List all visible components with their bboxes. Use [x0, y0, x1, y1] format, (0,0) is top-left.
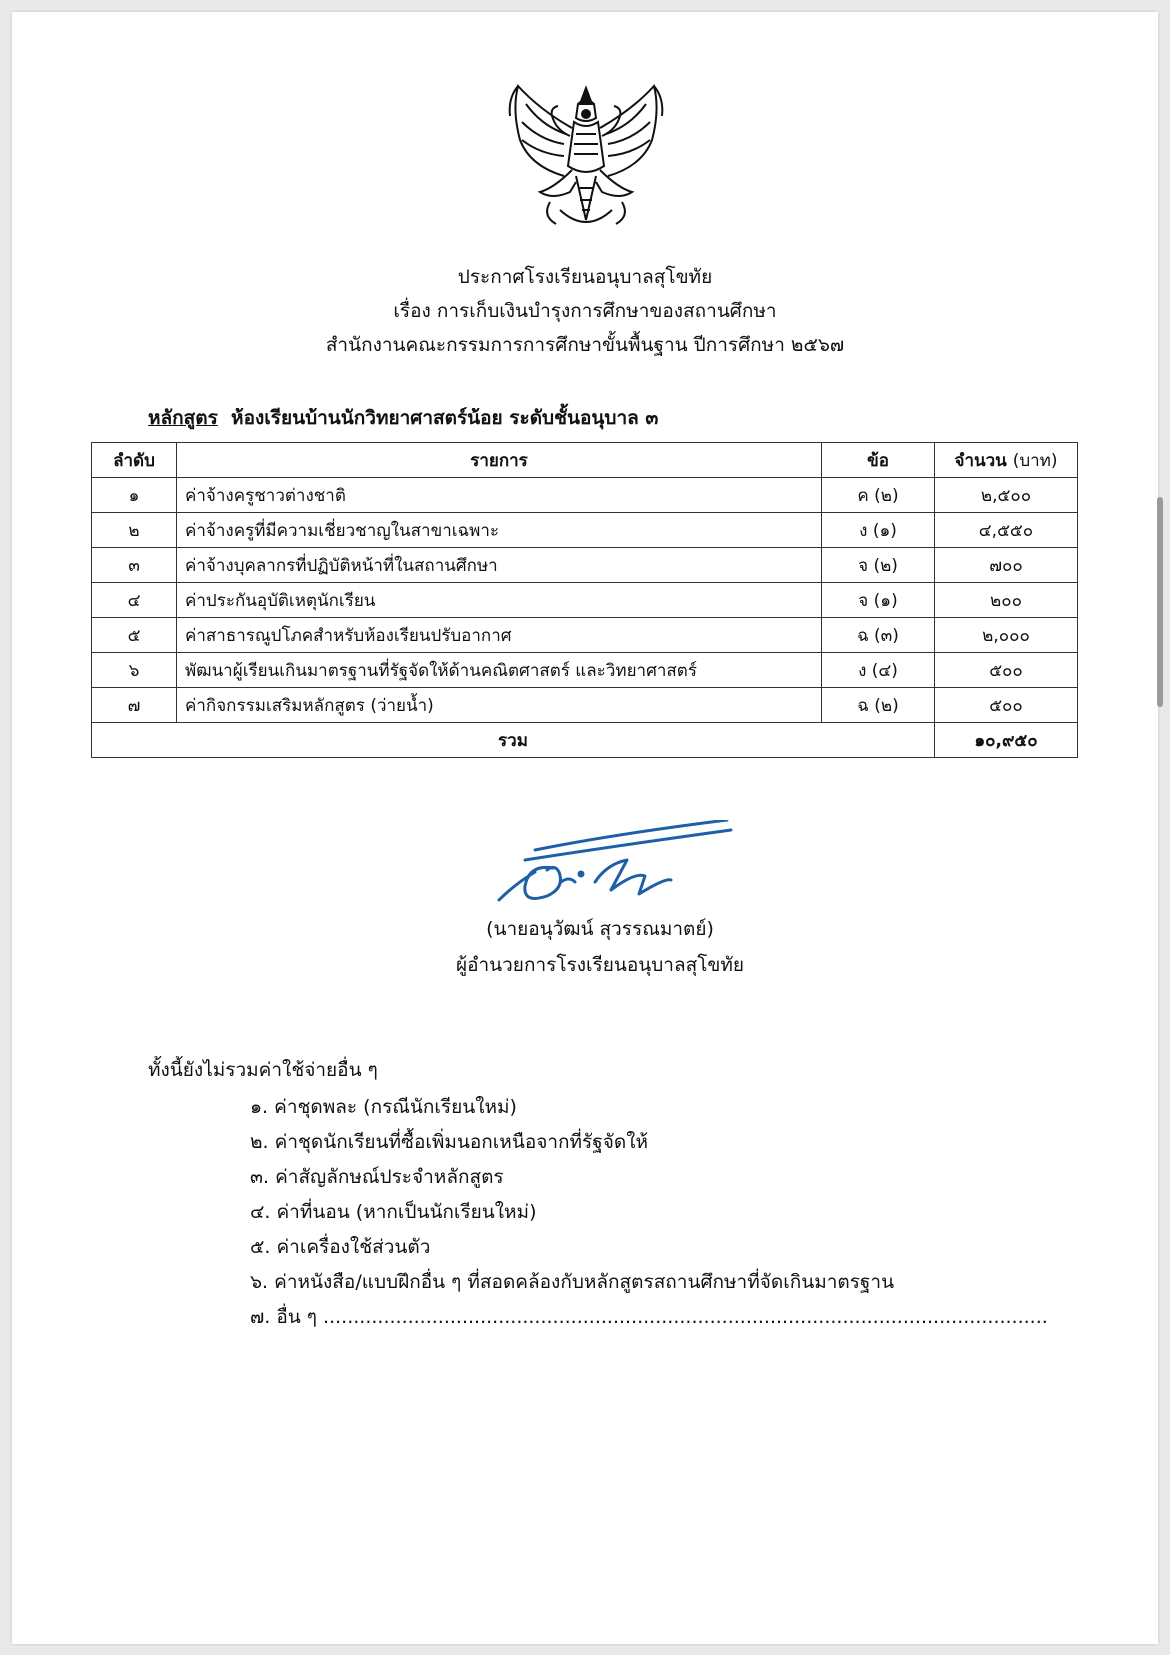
- row-no: ๗: [92, 688, 177, 723]
- row-clause: จ (๑): [822, 583, 935, 618]
- header-amount-label: จำนวน: [954, 450, 1007, 471]
- list-item: ๔. ค่าที่นอน (หากเป็นนักเรียนใหม่): [250, 1201, 537, 1223]
- row-no: ๑: [92, 478, 177, 513]
- row-item: ค่าประกันอุบัติเหตุนักเรียน: [177, 583, 822, 618]
- list-item: ๒. ค่าชุดนักเรียนที่ซื้อเพิ่มนอกเหนือจากที่รัฐจัดให้: [250, 1131, 649, 1153]
- row-amount: ๒,๕๐๐: [935, 478, 1078, 513]
- row-clause: ค (๒): [822, 478, 935, 513]
- table-row: [92, 653, 1078, 688]
- announcement-title: ประกาศโรงเรียนอนุบาลสุโขทัย: [457, 266, 713, 288]
- table-total-row: [92, 723, 1078, 758]
- table-row: [92, 618, 1078, 653]
- row-item: ค่าสาธารณูปโภคสำหรับห้องเรียนปรับอากาศ: [177, 618, 822, 653]
- row-amount: ๔,๕๕๐: [935, 513, 1078, 548]
- list-item: ๕. ค่าเครื่องใช้ส่วนตัว: [250, 1236, 431, 1258]
- row-amount: ๕๐๐: [935, 688, 1078, 723]
- header-clause: ข้อ: [822, 443, 935, 478]
- row-clause: ง (๑): [822, 513, 935, 548]
- row-item: ค่าจ้างครูชาวต่างชาติ: [177, 478, 822, 513]
- course-value: ห้องเรียนบ้านนักวิทยาศาสตร์น้อย ระดับชั้นอนุบาล ๓: [231, 407, 659, 429]
- notes-intro: ทั้งนี้ยังไม่รวมค่าใช้จ่ายอื่น ๆ: [148, 1059, 378, 1081]
- row-clause: ฉ (๒): [822, 688, 935, 723]
- table-header-row: [92, 443, 1078, 478]
- row-no: ๒: [92, 513, 177, 548]
- table-row: [92, 478, 1078, 513]
- header-amount: [935, 443, 1078, 478]
- table-row: [92, 513, 1078, 548]
- row-amount: ๗๐๐: [935, 548, 1078, 583]
- row-no: ๖: [92, 653, 177, 688]
- row-clause: จ (๒): [822, 548, 935, 583]
- course-line: [148, 403, 658, 433]
- row-clause: ง (๔): [822, 653, 935, 688]
- row-amount: ๒,๐๐๐: [935, 618, 1078, 653]
- signature-image: [495, 820, 735, 910]
- garuda-emblem-icon: [500, 70, 672, 240]
- announcement-subject: เรื่อง การเก็บเงินบำรุงการศึกษาของสถานศึกษา: [393, 300, 777, 322]
- row-no: ๕: [92, 618, 177, 653]
- list-item: ๑. ค่าชุดพละ (กรณีนักเรียนใหม่): [250, 1096, 517, 1118]
- vertical-scrollbar[interactable]: [1154, 0, 1166, 1655]
- header-no: ลำดับ: [92, 443, 177, 478]
- row-no: ๔: [92, 583, 177, 618]
- total-amount: ๑๐,๙๕๐: [935, 723, 1078, 758]
- header-item: รายการ: [177, 443, 822, 478]
- row-item: ค่าจ้างบุคลากรที่ปฏิบัติหน้าที่ในสถานศึกษา: [177, 548, 822, 583]
- table-row: [92, 583, 1078, 618]
- signer-name: (นายอนุวัฒน์ สุวรรณมาตย์): [486, 918, 714, 940]
- signer-position: ผู้อำนวยการโรงเรียนอนุบาลสุโขทัย: [455, 954, 745, 976]
- header-amount-unit: (บาท): [1012, 450, 1058, 471]
- list-item: ๓. ค่าสัญลักษณ์ประจำหลักสูตร: [250, 1166, 504, 1188]
- row-amount: ๕๐๐: [935, 653, 1078, 688]
- scrollbar-thumb[interactable]: [1157, 497, 1163, 707]
- row-no: ๓: [92, 548, 177, 583]
- total-label: รวม: [92, 723, 935, 758]
- course-label: หลักสูตร: [148, 407, 218, 429]
- row-item: ค่ากิจกรรมเสริมหลักสูตร (ว่ายน้ำ): [177, 688, 822, 723]
- announcement-agency-year: สำนักงานคณะกรรมการการศึกษาขั้นพื้นฐาน ปีการศึกษา ๒๕๖๗: [325, 334, 845, 356]
- table-row: [92, 688, 1078, 723]
- notes-list: [250, 1090, 1048, 1335]
- table-row: [92, 548, 1078, 583]
- row-item: ค่าจ้างครูที่มีความเชี่ยวชาญในสาขาเฉพาะ: [177, 513, 822, 548]
- row-amount: ๒๐๐: [935, 583, 1078, 618]
- list-item: ๗. อื่น ๆ ........................................................................................................................: [250, 1306, 1048, 1328]
- row-clause: ฉ (๓): [822, 618, 935, 653]
- fee-table: [91, 442, 1078, 758]
- row-item: พัฒนาผู้เรียนเกินมาตรฐานที่รัฐจัดให้ด้านคณิตศาสตร์ และวิทยาศาสตร์: [177, 653, 822, 688]
- list-item: ๖. ค่าหนังสือ/แบบฝึกอื่น ๆ ที่สอดคล้องกับหลักสูตรสถานศึกษาที่จัดเกินมาตรฐาน: [250, 1271, 895, 1293]
